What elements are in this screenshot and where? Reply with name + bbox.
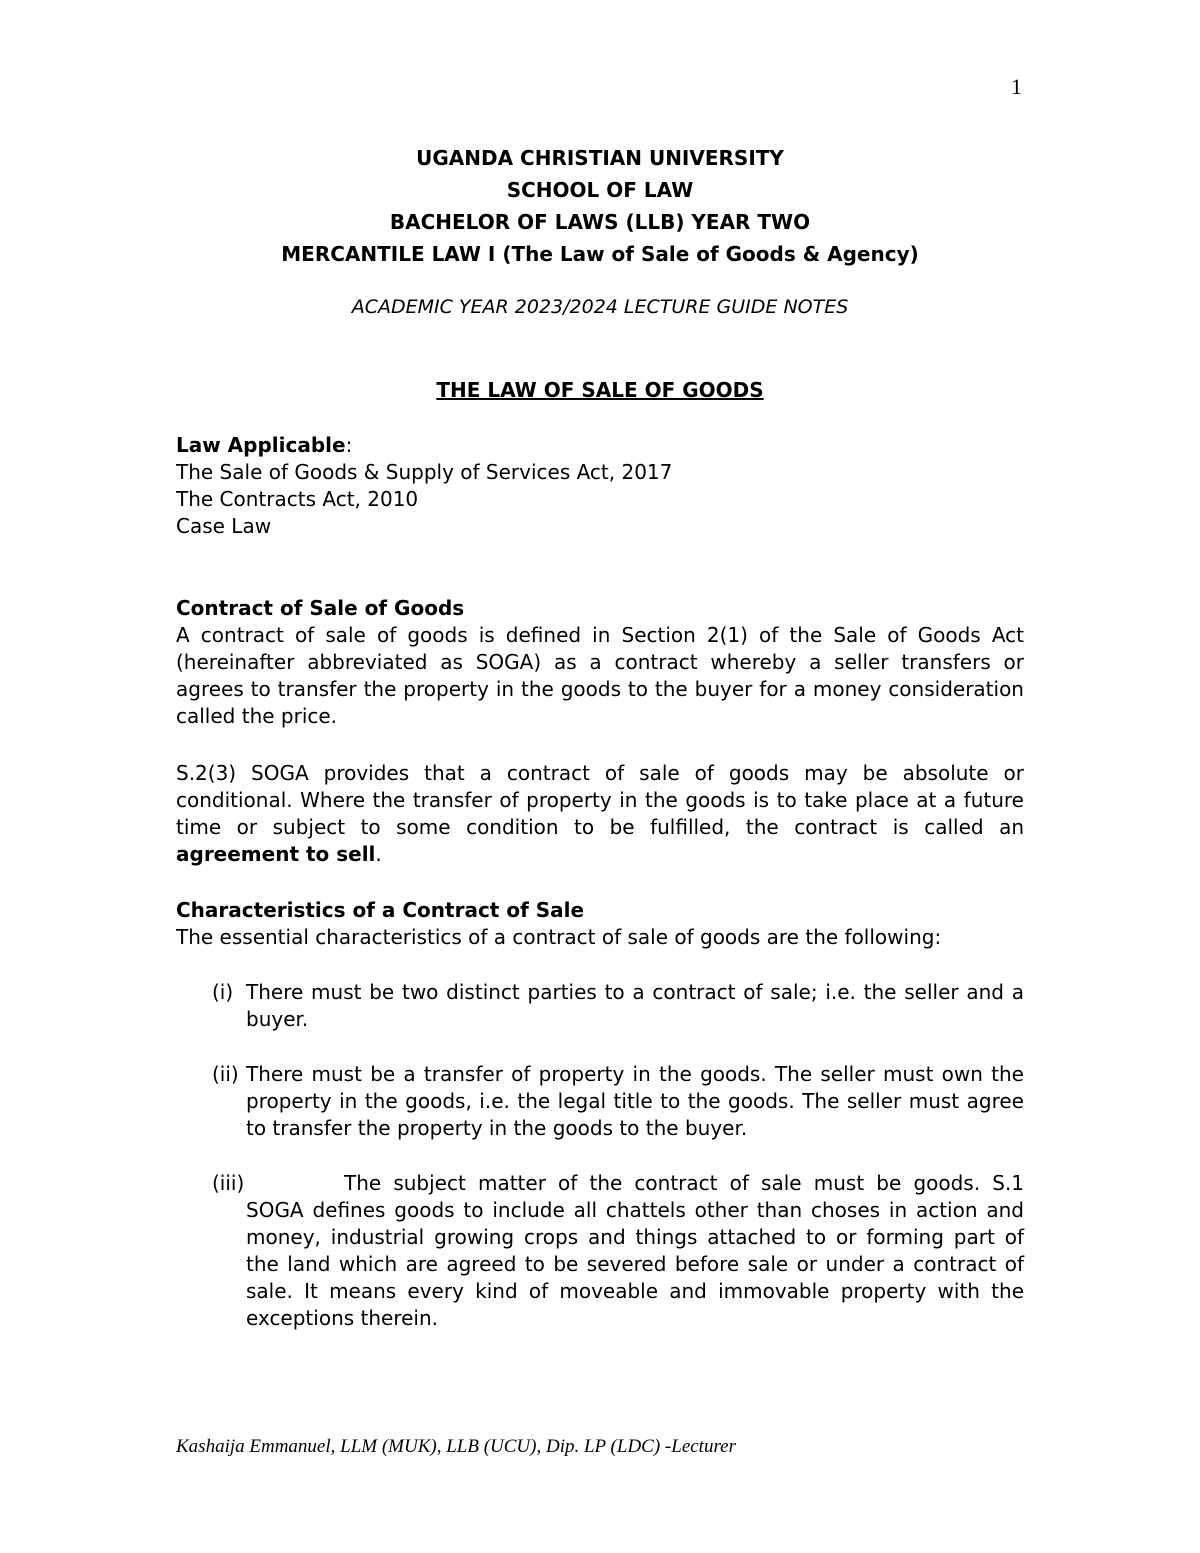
list-item-number: (i) <box>212 980 234 1004</box>
list-item <box>212 1061 1024 1142</box>
law-applicable-heading: Law Applicable: <box>176 433 353 457</box>
law-item: Case Law <box>176 514 272 538</box>
section-heading: Characteristics of a Contract of Sale <box>176 898 585 922</box>
list-item-text: There must be a transfer of property in the goods. The seller must own the property in the goods, i.e. the legal title to the goods. The seller must agree to transfer the property in the goods to the buyer. <box>246 1062 1024 1140</box>
list-item-number: (iii) <box>212 1171 245 1195</box>
main-title: THE LAW OF SALE OF GOODS <box>436 378 764 402</box>
characteristics-section <box>176 897 1024 951</box>
document-header <box>0 142 1200 270</box>
academic-year-line: ACADEMIC YEAR 2023/2024 LECTURE GUIDE NOTES <box>351 296 849 318</box>
page-number: 1 <box>1011 74 1022 99</box>
section-paragraph: A contract of sale of goods is defined in Section 2(1) of the Sale of Goods Act (hereinafter abbreviated as SOGA) as a contract whereby a seller transfers or agrees to transfer the property in the goods to the buyer for a money consideration called the price. <box>176 623 1024 728</box>
course-name: MERCANTILE LAW I (The Law of Sale of Goods & Agency) <box>281 242 919 266</box>
list-item <box>212 1170 1024 1332</box>
footer-author-line: Kashaija Emmanuel, LLM (MUK), LLB (UCU), Dip. LP (LDC) -Lecturer <box>176 1436 736 1457</box>
contract-of-sale-section <box>176 595 1024 730</box>
list-item-number: (ii) <box>212 1062 239 1086</box>
school-name: SCHOOL OF LAW <box>506 178 694 202</box>
list-item <box>212 979 1024 1033</box>
s23-paragraph: S.2(3) SOGA provides that a contract of sale of goods may be absolute or conditional. Where the transfer of property in the goods is to take place at a future time or subject to some condition to be fulfilled, the contract is called an agreement to sell. <box>176 761 1024 866</box>
section-heading: Contract of Sale of Goods <box>176 596 465 620</box>
characteristics-intro: The essential characteristics of a contract of sale of goods are the following: <box>176 925 942 949</box>
agreement-to-sell-term: agreement to sell <box>176 842 376 866</box>
university-name: UGANDA CHRISTIAN UNIVERSITY <box>416 146 784 170</box>
list-item-text: There must be two distinct parties to a contract of sale; i.e. the seller and a buyer. <box>246 980 1024 1031</box>
list-item-text: The subject matter of the contract of sale must be goods. S.1 SOGA defines goods to include all chattels other than choses in action and money, industrial growing crops and things attached to or forming part of the land which are agreed to be severed before sale or under a contract of sale. It means every kind of moveable and immovable property with the exceptions therein. <box>246 1171 1024 1330</box>
law-item: The Sale of Goods & Supply of Services Act, 2017 <box>176 460 673 484</box>
law-applicable-section <box>176 432 1024 540</box>
law-item: The Contracts Act, 2010 <box>176 487 419 511</box>
program-name: BACHELOR OF LAWS (LLB) YEAR TWO <box>389 210 811 234</box>
